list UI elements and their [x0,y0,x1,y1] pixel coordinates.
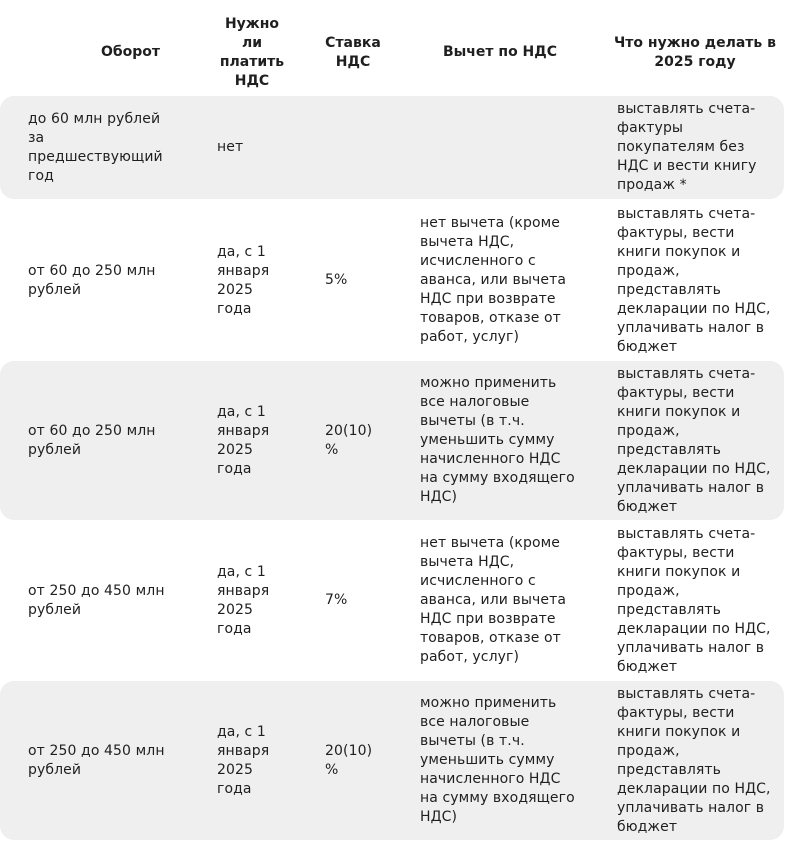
cell-deduction: можно применить все налоговые вычеты (в т.ч. уменьшить сумму начисленного НДС на сумму входящего НДС) [420,695,575,825]
cell-rate: 20(10) % [325,422,373,458]
table-row [0,681,784,840]
cell-todo: выставлять счета- фактуры, вести книги покупок и продаж, представлять декларации по НДС, уплачивать налог в бюджет [617,525,771,675]
header-rate: Ставка НДС [325,34,381,70]
header-deduction: Вычет по НДС [442,44,558,60]
cell-turnover: до 60 млн рублей за предшествующий год [28,110,163,184]
header-turnover: Оборот [100,44,161,60]
cell-must-pay: да, с 1 января 2025 года [217,723,270,797]
cell-turnover: от 60 до 250 млн рублей [28,262,156,298]
table-row [0,521,784,680]
cell-deduction [420,96,595,199]
cell-turnover: от 250 до 450 млн рублей [28,742,165,778]
cell-turnover: от 250 до 450 млн рублей [28,582,165,618]
cell-todo: выставлять счета- фактуры, вести книги покупок и продаж, представлять декларации по НДС, уплачивать налог в бюджет [617,365,771,515]
table-row [0,361,784,520]
header-todo: Что нужно делать в 2025 году [613,34,777,70]
cell-todo: выставлять счета- фактуры покупателям без НДС и вести книгу продаж * [617,101,757,193]
cell-must-pay: нет [217,139,244,155]
table-row [0,201,784,360]
cell-rate: 5% [325,272,348,288]
table-row [0,96,784,199]
cell-rate: 7% [325,592,348,608]
cell-todo: выставлять счета- фактуры, вести книги покупок и продаж, представлять декларации по НДС, уплачивать налог в бюджет [617,205,771,355]
cell-must-pay: да, с 1 января 2025 года [217,563,270,637]
cell-rate: 20(10) % [325,742,373,778]
cell-rate [325,96,405,199]
cell-deduction: нет вычета (кроме вычета НДС, исчисленного с аванса, или вычета НДС при возврате товаров, отказе от работ, услуг) [420,535,567,665]
table-header [0,0,787,95]
cell-turnover: от 60 до 250 млн рублей [28,422,156,458]
cell-todo: выставлять счета- фактуры, вести книги покупок и продаж, представлять декларации по НДС, уплачивать налог в бюджет [617,685,771,835]
cell-must-pay: да, с 1 января 2025 года [217,403,270,477]
cell-deduction: нет вычета (кроме вычета НДС, исчисленного с аванса, или вычета НДС при возврате товаров, отказе от работ, услуг) [420,215,567,345]
cell-must-pay: да, с 1 января 2025 года [217,243,270,317]
header-must-pay: Нужно ли платить НДС [219,16,285,89]
cell-deduction: можно применить все налоговые вычеты (в т.ч. уменьшить сумму начисленного НДС на сумму входящего НДС) [420,375,575,505]
